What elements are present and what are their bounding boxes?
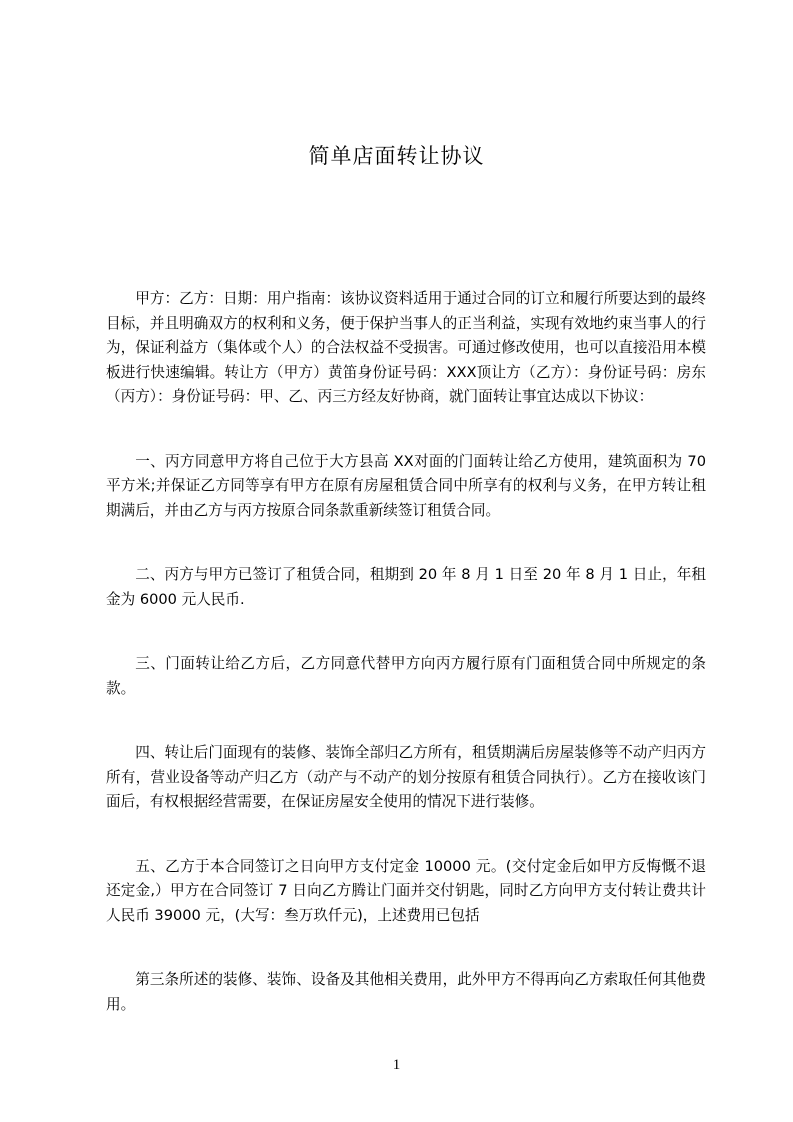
paragraph-clause-5: 五、乙方于本合同签订之日向甲方支付定金 10000 元。(交付定金后如甲方反悔慨不退还定金,）甲方在合同签订 7 日向乙方腾让门面并交付钥匙，同时乙方向甲方支付转让费共计人民币 39000 元，(大写：叁万玖仟元)，上述费用已包括 xyxy=(106,857,706,924)
page-number: 1 xyxy=(392,1057,401,1073)
paragraph-preamble: 甲方：乙方：日期：用户指南：该协议资料适用于通过合同的订立和履行所要达到的最终目标，并且明确双方的权利和义务，便于保护当事人的正当利益，实现有效地约束当事人的行为，保证利益方（集体或个人）的合法权益不受损害。可通过修改使用，也可以直接沿用本模板进行快速编辑。转让方（甲方）黄笛身份证号码：XXX顶让方（乙方）：身份证号码：房东（丙方）：身份证号码：甲、乙、丙三方经友好协商，就门面转让事宜达成以下协议： xyxy=(106,290,706,405)
paragraph-clause-2: 二、丙方与甲方已签订了租赁合同，租期到 20 年 8 月 1 日至 20 年 8 月 1 日止，年租金为 6000 元人民币. xyxy=(106,566,706,608)
document-body xyxy=(106,287,706,1017)
paragraph-clause-3: 三、门面转让给乙方后，乙方同意代替甲方向丙方履行原有门面租赁合同中所规定的条款。 xyxy=(106,655,706,697)
paragraph-clause-5-continued: 第三条所述的装修、装饰、设备及其他相关费用，此外甲方不得再向乙方索取任何其他费用。 xyxy=(106,971,706,1013)
paragraph-clause-1: 一、丙方同意甲方将自己位于大方县高 XX对面的门面转让给乙方使用，建筑面积为 70 平方米;并保证乙方同等享有甲方在原有房屋租赁合同中所享有的权利与义务，在甲方转让租期满后，并由乙方与丙方按原合同条款重新续签订租赁合同。 xyxy=(106,452,706,519)
document-title: 简单店面转让协议 xyxy=(308,144,485,168)
paragraph-clause-4: 四、转让后门面现有的装修、装饰全部归乙方所有，租赁期满后房屋装修等不动产归丙方所有，营业设备等动产归乙方（动产与不动产的划分按原有租赁合同执行）。乙方在接收该门面后，有权根据经营需要，在保证房屋安全使用的情况下进行装修。 xyxy=(106,744,706,810)
